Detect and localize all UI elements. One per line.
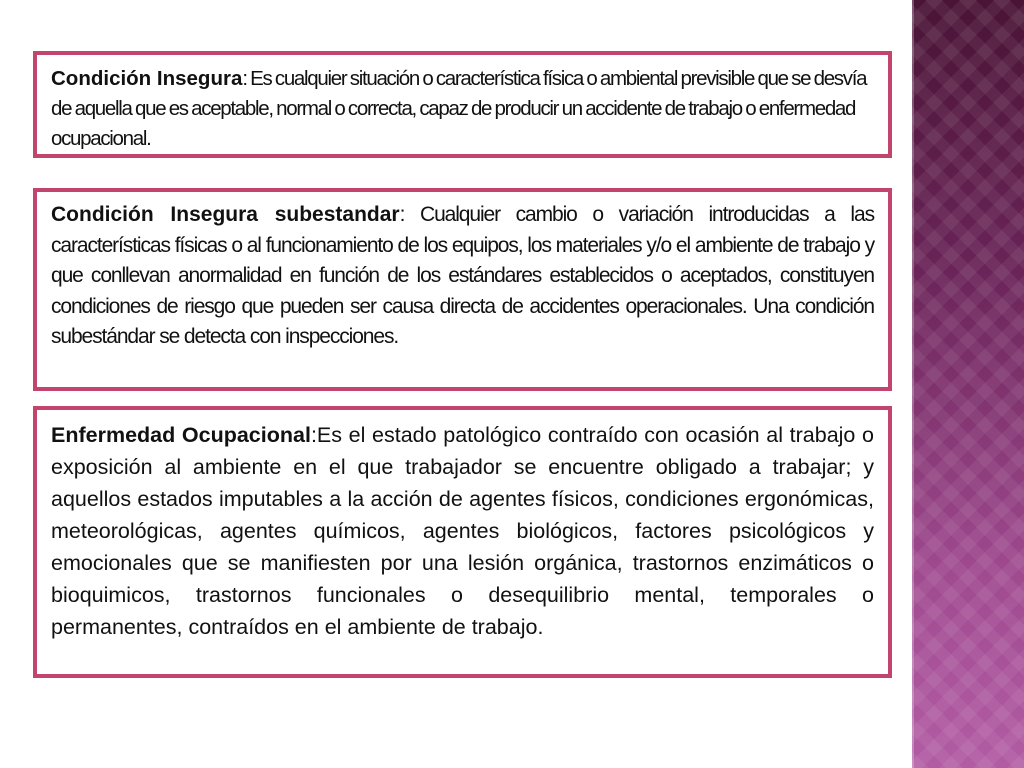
definition-box-condicion-insegura [33,51,892,158]
definition-box-enfermedad-ocupacional [33,406,892,678]
definition-text: :Es el estado patológico contraído con ocasión al trabajo o exposición al ambiente en el que trabajador se encuentre obligado a trabajar; y aquellos estados imputables a la acción de agentes físicos, condiciones ergonómicas, meteorológicas, agentes químicos, agentes biológicos, factores psicológicos y emocionales que se manifiesten por una lesión orgánica, trastornos enzimáticos o bioquimicos, trastornos funcionales o desequilibrio mental, temporales o permanentes, contraídos en el ambiente de trabajo. [51,423,874,639]
definition-term: Enfermedad Ocupacional [51,423,311,447]
definition-text: : Es cualquier situación o característica física o ambiental previsible que se desvía de aquella que es aceptable, normal o correcta, capaz de producir un accidente de trabajo o enfermedad ocupacional. [51,67,867,150]
definition-term: Condición Insegura [51,67,243,90]
decorative-side-band [912,0,1024,768]
definition-box-condicion-subestandar [33,188,892,391]
definition-text: : Cualquier cambio o variación introducidas a las características físicas o al funcionamiento de los equipos, los materiales y/o el ambiente de trabajo y que conllevan anormalidad en función de los estándares establecidos o aceptados, constituyen condiciones de riesgo que pueden ser causa directa de accidentes operacionales. Una condición subestándar se detecta con inspecciones. [51,203,874,348]
definition-term: Condición Insegura subestandar [51,203,400,226]
